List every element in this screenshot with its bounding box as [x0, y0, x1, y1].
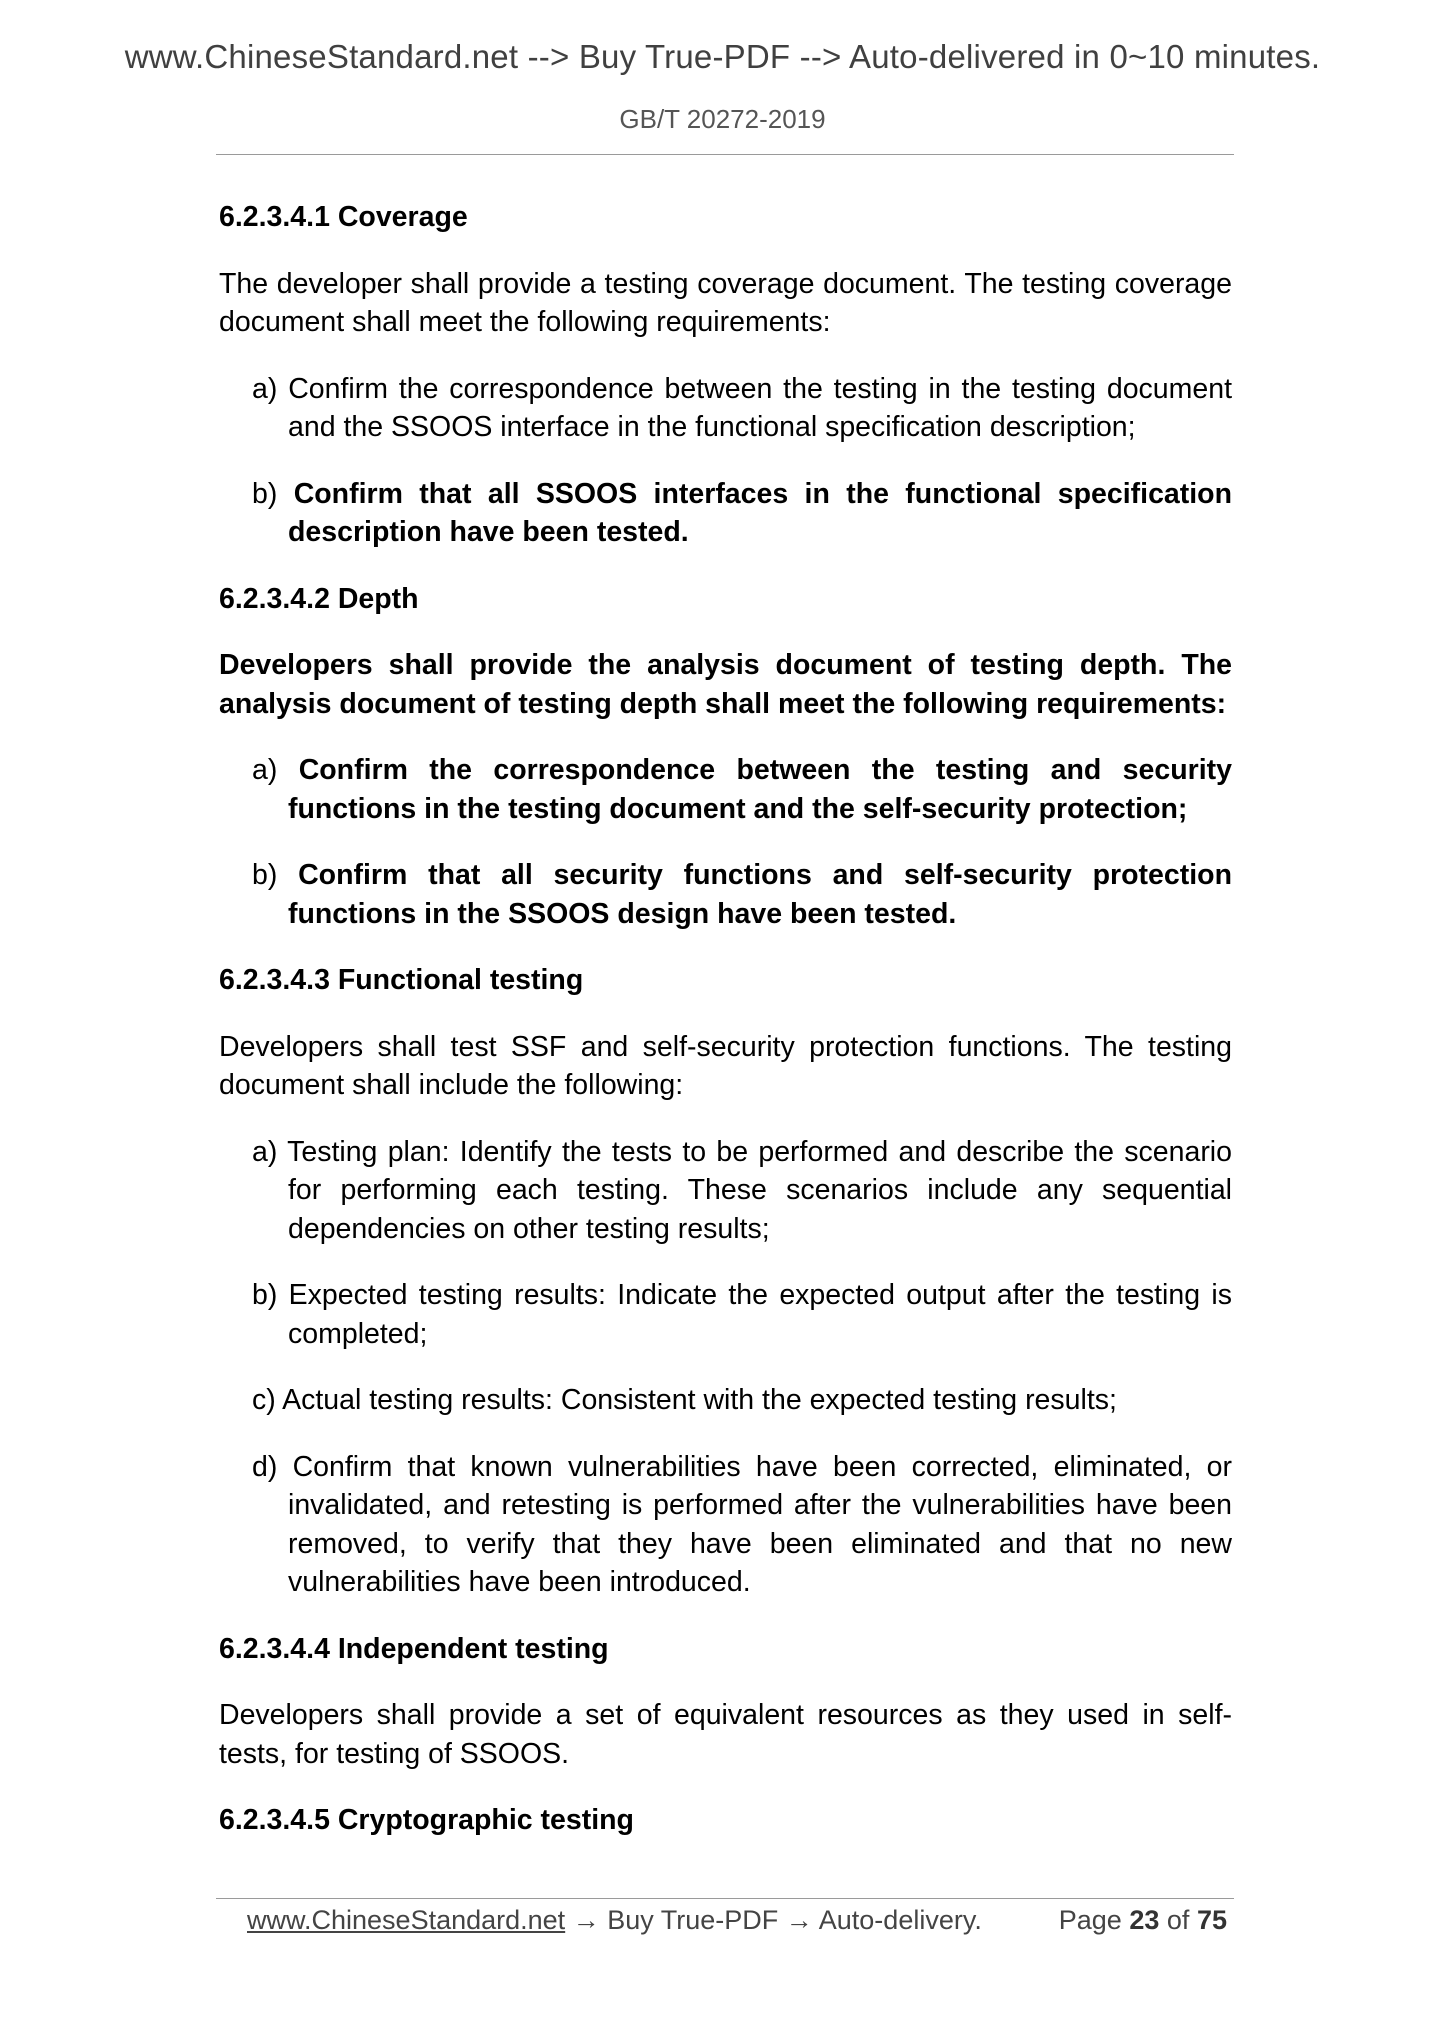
document-body: [219, 198, 1232, 1868]
arrow-right-icon: →: [778, 1905, 819, 1935]
list-item-text: Confirm that all security functions and self-security protection functions in the SSOOS design have been tested.: [288, 859, 1232, 930]
footer-buy-text: Buy True-PDF: [607, 1905, 779, 1935]
header-divider: [216, 154, 1234, 155]
heading-independent-testing: 6.2.3.4.4 Independent testing: [219, 1632, 609, 1665]
list-item-text: Confirm the correspondence between the testing and security functions in the testing document and the self-security protection;: [288, 754, 1232, 825]
page-number: 23: [1129, 1905, 1160, 1935]
list-item-functional-d: d) Confirm that known vulnerabilities have been corrected, eliminated, or invalidated, and retesting is performed after the vulnerabilities have been removed, to verify that they have been eliminated and that no new vulnerabilities have been introduced.: [252, 1450, 1232, 1598]
list-item-depth-a: [219, 751, 1232, 828]
heading-functional-testing: 6.2.3.4.3 Functional testing: [219, 964, 584, 996]
of-label: of: [1166, 1905, 1190, 1935]
heading-cryptographic-testing: 6.2.3.4.5 Cryptographic testing: [219, 1804, 634, 1836]
list-marker: b): [252, 859, 299, 891]
paragraph-coverage-intro: The developer shall provide a testing coverage document. The testing coverage document shall meet the following requirements:: [219, 267, 1232, 338]
list-item-functional-a: a) Testing plan: Identify the tests to be performed and describe the scenario for performing each testing. These scenarios include any sequential dependencies on other testing results;: [252, 1135, 1232, 1245]
paragraph-independent-intro: Developers shall provide a set of equivalent resources as they used in self-tests, for testing of SSOOS.: [219, 1699, 1232, 1770]
list-item-coverage-b: [219, 475, 1232, 552]
list-item-text: Confirm that all SSOOS interfaces in the functional specification description have been tested.: [288, 477, 1232, 548]
footer-promo: [247, 1900, 982, 1940]
heading-coverage: 6.2.3.4.1 Coverage: [219, 201, 468, 233]
footer-delivery-text: Auto-delivery.: [818, 1905, 982, 1935]
paragraph-functional-intro: Developers shall test SSF and self-security protection functions. The testing document shall include the following:: [219, 1030, 1232, 1101]
heading-depth: 6.2.3.4.2 Depth: [219, 582, 419, 615]
list-marker: b): [252, 477, 294, 510]
page-label: Page: [1058, 1905, 1122, 1935]
list-item-functional-c: c) Actual testing results: Consistent with the expected testing results;: [252, 1384, 1117, 1416]
list-marker: a): [252, 754, 299, 786]
footer-divider: [216, 1898, 1234, 1899]
standard-code: GB/T 20272-2019: [619, 104, 826, 134]
arrow-right-icon: →: [565, 1905, 608, 1935]
page-footer: [247, 1900, 1232, 1940]
paragraph-depth-intro: Developers shall provide the analysis document of testing depth. The analysis document of testing depth shall meet the following requirements:: [219, 649, 1232, 720]
site-banner: www.ChineseStandard.net --> Buy True-PDF --> Auto-delivered in 0~10 minutes.: [124, 38, 1321, 75]
list-item-coverage-a: a) Confirm the correspondence between the testing in the testing document and the SSOOS interface in the functional specification description;: [252, 372, 1232, 443]
footer-site-link[interactable]: www.ChineseStandard.net: [247, 1905, 566, 1935]
list-item-depth-b: [219, 856, 1232, 933]
total-pages: 75: [1196, 1905, 1227, 1935]
list-item-functional-b: b) Expected testing results: Indicate the expected output after the testing is completed;: [252, 1279, 1232, 1350]
page-counter: [1059, 1900, 1227, 1940]
